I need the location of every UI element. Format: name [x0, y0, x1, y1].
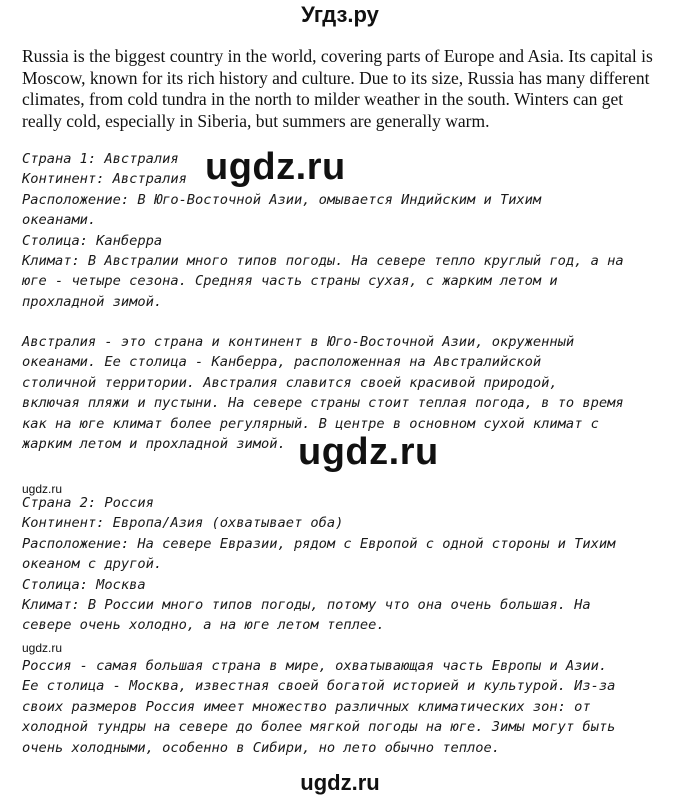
watermark-logo: ugdz.ru [205, 146, 346, 188]
text-line: включая пляжи и пустыни. На севере страны стоит теплая погода, в то время [22, 395, 624, 412]
fact-line: Континент: Австралия [22, 171, 187, 188]
fact-line: океаном с другой. [22, 556, 163, 573]
intro-paragraph-english: Russia is the biggest country in the world, covering parts of Europe and Asia. Its capital is Moscow, known for its rich history and culture. Due to its size, Russia has many different climates, from cold tundra in the north to milder weather in the south. Winters can get really cold, especially in Siberia, but summers are generally warm. [22, 46, 653, 131]
fact-line: Климат: В Австралии много типов погоды. На севере тепло круглый год, а на [22, 253, 624, 270]
site-title: Угдз.ру [301, 2, 379, 27]
fact-line: Столица: Канберра [22, 232, 163, 249]
fact-line: Столица: Москва [22, 576, 146, 593]
fact-line: юге - четыре сезона. Средняя часть страны сухая, с жарким летом и [22, 273, 558, 290]
text-line: жарким летом и прохладной зимой. [22, 436, 286, 453]
text-line: своих размеров Россия имеет множество различных климатических зон: от [22, 698, 591, 715]
fact-line: Расположение: В Юго-Восточной Азии, омывается Индийским и Тихим [22, 191, 542, 208]
fact-line: севере очень холодно, а на юге летом теплее. [22, 617, 385, 634]
text-line: холодной тундры на севере до более мягкой погоды на юге. Зимы могут быть [22, 719, 616, 736]
fact-line: прохладной зимой. [22, 293, 163, 310]
text-line: столичной территории. Австралия славится своей красивой природой, [22, 374, 558, 391]
russia-facts [22, 493, 662, 636]
watermark-logo: ugdz.ru [298, 431, 439, 473]
text-line: Австралия - это страна и континент в Юго-Восточной Азии, окруженный [22, 334, 575, 350]
text-line: Ее столица - Москва, известная своей богатой историей и культурой. Из-за [22, 678, 616, 695]
watermark-small: ugdz.ru [22, 482, 63, 496]
watermark-footer: ugdz.ru [300, 770, 380, 795]
fact-line: Континент: Европа/Азия (охватывает оба) [22, 515, 344, 532]
fact-line: Расположение: На севере Евразии, рядом с Европой с одной стороны и Тихим [22, 535, 616, 552]
text-line: Россия - самая большая страна в мире, охватывающая часть Европы и Азии. [22, 658, 608, 674]
watermark-small: ugdz.ru [22, 641, 63, 655]
text-line: как на юге климат более регулярный. В центре в основном сухой климат с [22, 415, 599, 432]
fact-line: океанами. [22, 212, 97, 229]
text-line: очень холодными, особенно в Сибири, но лето обычно теплое. [22, 739, 500, 756]
text-line: океанами. Ее столица - Канберра, расположенная на Австралийской [22, 354, 542, 371]
fact-line: Страна 1: Австралия [22, 151, 179, 167]
fact-line: Климат: В России много типов погоды, потому что она очень большая. На [22, 597, 591, 614]
fact-line: Страна 2: Россия [22, 495, 154, 511]
russia-paragraph [22, 656, 662, 758]
